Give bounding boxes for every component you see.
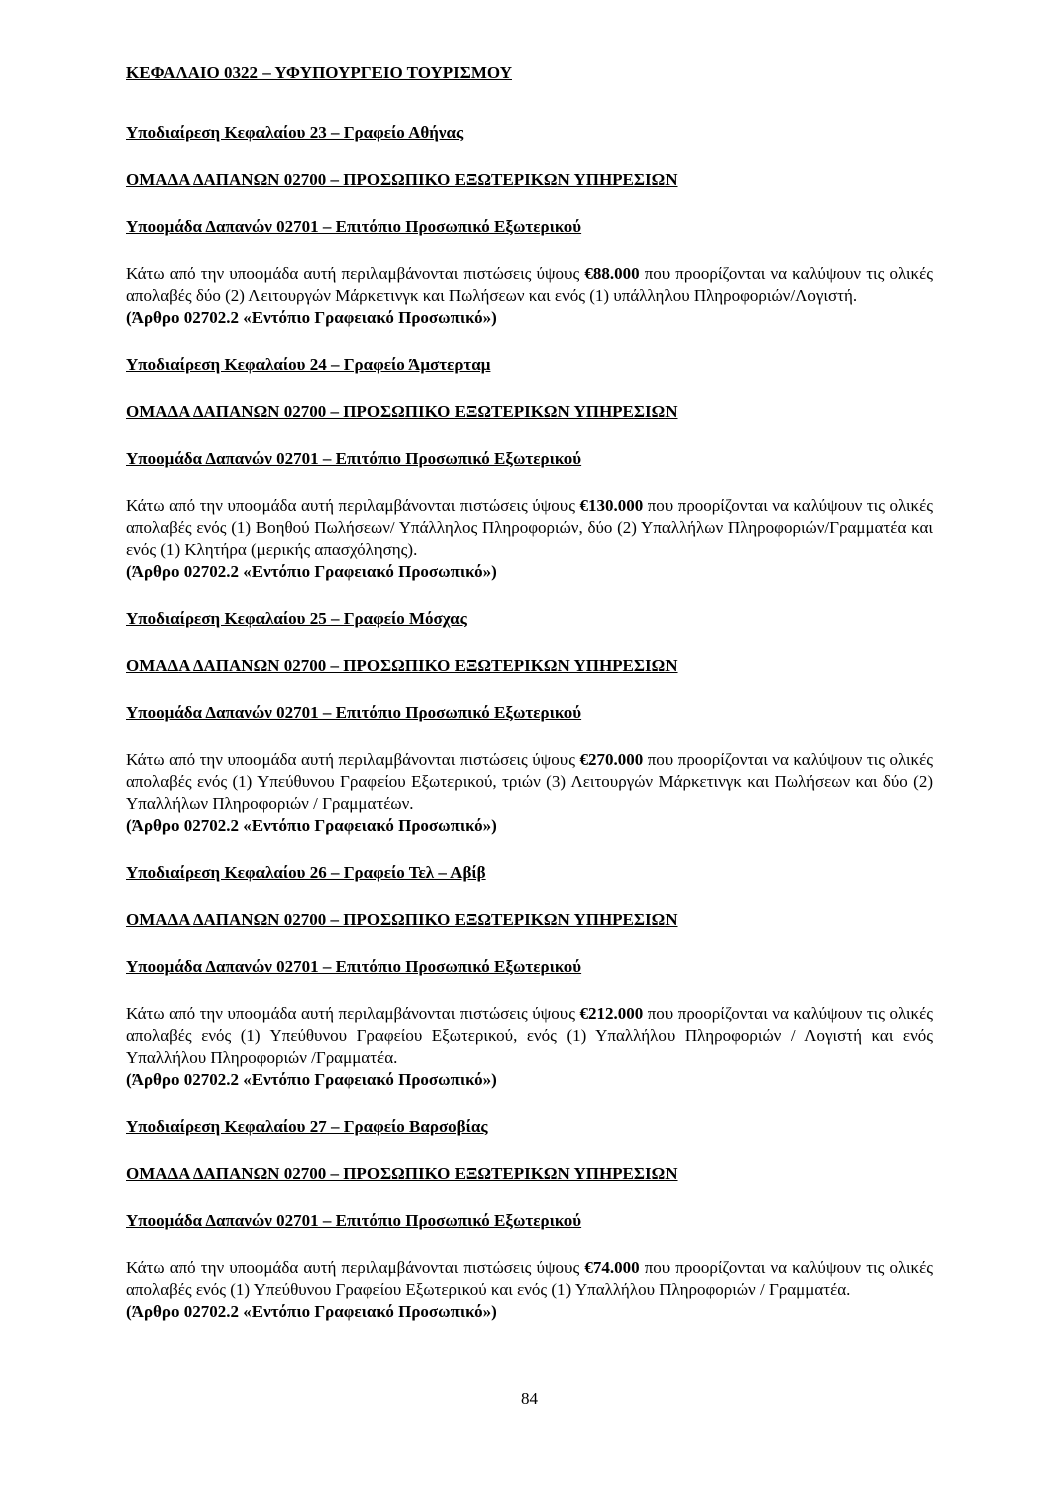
expense-group-title: ΟΜΑΔΑ ΔΑΠΑΝΩΝ 02700 – ΠΡΟΣΩΠΙΚΟ ΕΞΩΤΕΡΙΚΩΝ ΥΠΗΡΕΣΙΩΝ — [126, 402, 678, 421]
amount: €270.000 — [579, 750, 644, 769]
expense-subgroup-title: Υποομάδα Δαπανών 02701 – Επιτόπιο Προσωπικό Εξωτερικού — [126, 449, 582, 468]
subdivision-title: Υποδιαίρεση Κεφαλαίου 25 – Γραφείο Μόσχας — [126, 609, 467, 628]
description-text-before: Κάτω από την υποομάδα αυτή περιλαμβάνονται πιστώσεις ύψους — [126, 750, 580, 769]
description-text-after: που προορίζονται να καλύψουν τις ολικές απολαβές ενός (1) Υπεύθυνου Γραφείου Εξωτερικού, ενός (1) Υπαλλήλου Πληροφοριών / Λογιστή και ενός Υπαλλήλου Πληροφοριών /Γραμματέα. — [126, 1004, 933, 1067]
description-text-after: που προορίζονται να καλύψουν τις ολικές απολαβές ενός (1) Βοηθού Πωλήσεων/ Υπάλληλος Πληροφοριών, δύο (2) Υπαλλήλων Πληροφοριών/Γραμματέα και ενός (1) Κλητήρα (μερικής απασχόλησης). — [126, 496, 933, 559]
subdivision-title: Υποδιαίρεση Κεφαλαίου 23 – Γραφείο Αθήνας — [126, 123, 464, 142]
expense-group-title: ΟΜΑΔΑ ΔΑΠΑΝΩΝ 02700 – ΠΡΟΣΩΠΙΚΟ ΕΞΩΤΕΡΙΚΩΝ ΥΠΗΡΕΣΙΩΝ — [126, 170, 678, 189]
section-description — [126, 495, 933, 561]
description-text-before: Κάτω από την υποομάδα αυτή περιλαμβάνονται πιστώσεις ύψους — [126, 264, 585, 283]
amount: €130.000 — [579, 496, 644, 515]
expense-subgroup-title: Υποομάδα Δαπανών 02701 – Επιτόπιο Προσωπικό Εξωτερικού — [126, 217, 582, 236]
article-reference: (Άρθρο 02702.2 «Εντόπιο Γραφειακό Προσωπικό») — [126, 308, 497, 327]
subdivision-title: Υποδιαίρεση Κεφαλαίου 27 – Γραφείο Βαρσοβίας — [126, 1117, 488, 1136]
section-athens — [126, 122, 933, 329]
article-reference: (Άρθρο 02702.2 «Εντόπιο Γραφειακό Προσωπικό») — [126, 562, 497, 581]
expense-group-title: ΟΜΑΔΑ ΔΑΠΑΝΩΝ 02700 – ΠΡΟΣΩΠΙΚΟ ΕΞΩΤΕΡΙΚΩΝ ΥΠΗΡΕΣΙΩΝ — [126, 910, 678, 929]
article-reference: (Άρθρο 02702.2 «Εντόπιο Γραφειακό Προσωπικό») — [126, 1302, 497, 1321]
article-reference: (Άρθρο 02702.2 «Εντόπιο Γραφειακό Προσωπικό») — [126, 816, 497, 835]
amount: €88.000 — [584, 264, 640, 283]
description-text-after: που προορίζονται να καλύψουν τις ολικές απολαβές ενός (1) Υπεύθυνου Γραφείου Εξωτερικού, τριών (3) Λειτουργών Μάρκετινγκ και Πωλήσεων και δύο (2) Υπαλλήλων Πληροφοριών / Γραμματέων. — [126, 750, 933, 813]
expense-subgroup-title: Υποομάδα Δαπανών 02701 – Επιτόπιο Προσωπικό Εξωτερικού — [126, 957, 582, 976]
description-text-before: Κάτω από την υποομάδα αυτή περιλαμβάνονται πιστώσεις ύψους — [126, 1258, 585, 1277]
section-description — [126, 1003, 933, 1069]
amount: €74.000 — [584, 1258, 640, 1277]
subdivision-title: Υποδιαίρεση Κεφαλαίου 24 – Γραφείο Άμστερταμ — [126, 355, 491, 374]
amount: €212.000 — [579, 1004, 644, 1023]
expense-subgroup-title: Υποομάδα Δαπανών 02701 – Επιτόπιο Προσωπικό Εξωτερικού — [126, 1211, 582, 1230]
page-number: 84 — [521, 1389, 538, 1408]
subdivision-title: Υποδιαίρεση Κεφαλαίου 26 – Γραφείο Τελ – Αβίβ — [126, 863, 486, 882]
expense-group-title: ΟΜΑΔΑ ΔΑΠΑΝΩΝ 02700 – ΠΡΟΣΩΠΙΚΟ ΕΞΩΤΕΡΙΚΩΝ ΥΠΗΡΕΣΙΩΝ — [126, 1164, 678, 1183]
section-amsterdam — [126, 354, 933, 583]
description-text-after: που προορίζονται να καλύψουν τις ολικές απολαβές ενός (1) Υπεύθυνου Γραφείου Εξωτερικού και ενός (1) Υπαλλήλου Πληροφοριών / Γραμματέα. — [126, 1258, 933, 1299]
article-reference: (Άρθρο 02702.2 «Εντόπιο Γραφειακό Προσωπικό») — [126, 1070, 497, 1089]
section-moscow — [126, 608, 933, 837]
section-tel-aviv — [126, 862, 933, 1091]
section-warsaw — [126, 1116, 933, 1323]
section-description — [126, 749, 933, 815]
section-description — [126, 1257, 933, 1301]
expense-group-title: ΟΜΑΔΑ ΔΑΠΑΝΩΝ 02700 – ΠΡΟΣΩΠΙΚΟ ΕΞΩΤΕΡΙΚΩΝ ΥΠΗΡΕΣΙΩΝ — [126, 656, 678, 675]
expense-subgroup-title: Υποομάδα Δαπανών 02701 – Επιτόπιο Προσωπικό Εξωτερικού — [126, 703, 582, 722]
chapter-title: ΚΕΦΑΛΑΙΟ 0322 – ΥΦΥΠΟΥΡΓΕΙΟ ΤΟΥΡΙΣΜΟΥ — [126, 63, 512, 82]
section-description — [126, 263, 933, 307]
description-text-after: που προορίζονται να καλύψουν τις ολικές απολαβές δύο (2) Λειτουργών Μάρκετινγκ και Πωλήσεων και ενός (1) υπάλληλου Πληροφοριών/Λογιστή. — [126, 264, 933, 305]
description-text-before: Κάτω από την υποομάδα αυτή περιλαμβάνονται πιστώσεις ύψους — [126, 496, 580, 515]
document-page — [126, 62, 933, 1348]
description-text-before: Κάτω από την υποομάδα αυτή περιλαμβάνονται πιστώσεις ύψους — [126, 1004, 580, 1023]
